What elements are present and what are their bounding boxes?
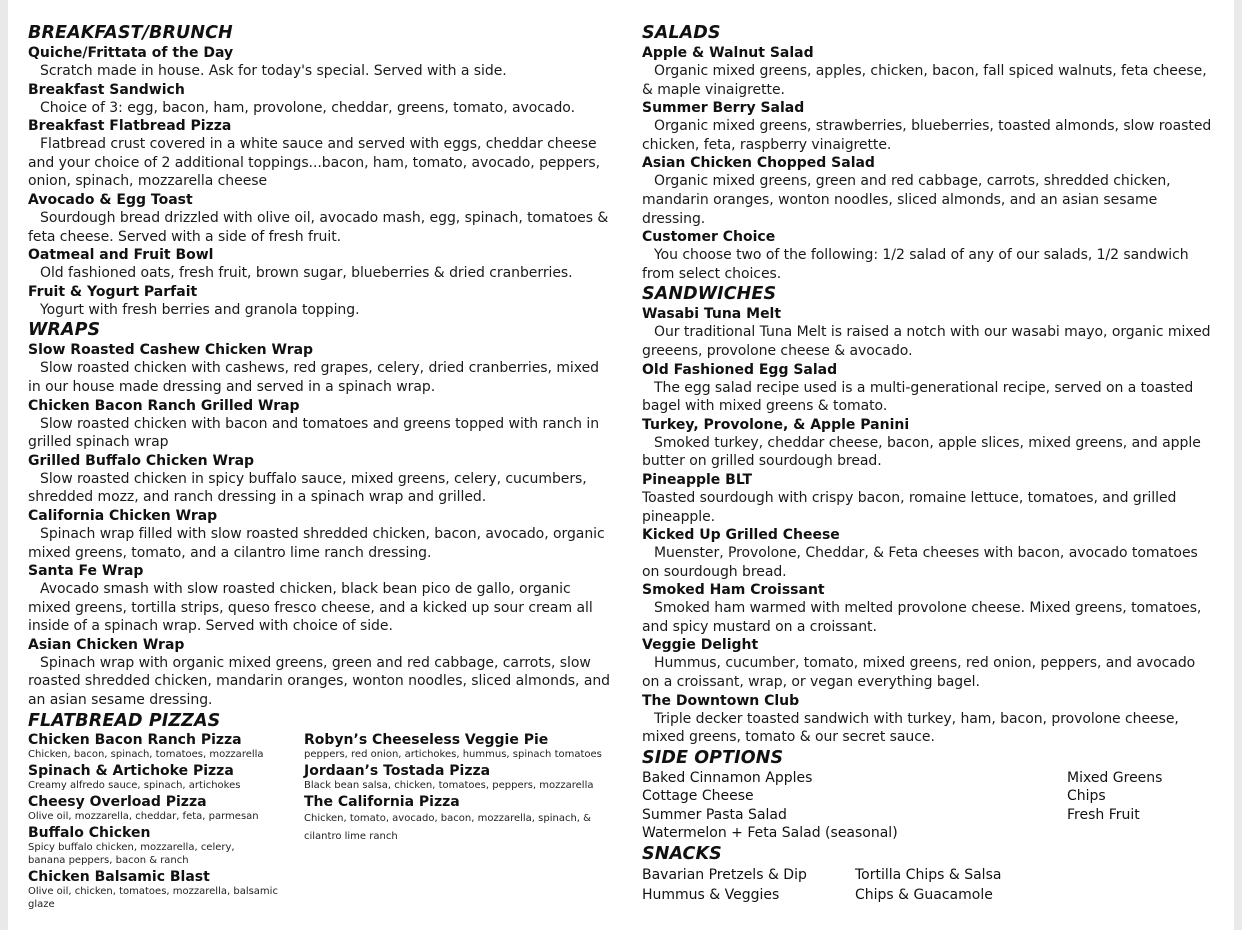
- menu-item-desc: Choice of 3: egg, bacon, ham, provolone, cheddar, greens, tomato, avocado.: [40, 99, 575, 116]
- menu-item-desc: Muenster, Provolone, Cheddar, & Feta cheeses with bacon, avocado tomatoes on sourdough bread.: [642, 545, 1198, 580]
- snack-item: Bavarian Pretzels & Dip: [642, 866, 807, 883]
- menu-item-desc: Yogurt with fresh berries and granola topping.: [40, 301, 360, 318]
- pizza-item: [304, 794, 604, 846]
- side-item: Mixed Greens: [1067, 769, 1163, 786]
- side-item: Summer Pasta Salad: [642, 806, 787, 823]
- salads-heading: SALADS: [642, 23, 721, 43]
- flatbread-heading: FLATBREAD PIZZAS: [28, 710, 221, 731]
- snacks-heading: SNACKS: [642, 843, 722, 864]
- menu-item-desc: Hummus, cucumber, tomato, mixed greens, red onion, peppers, and avocado on a croissant, wrap, or vegan everything bagel.: [642, 655, 1196, 691]
- menu-item-name: Santa Fe Wrap: [28, 563, 144, 580]
- menu-item-desc: Our traditional Tuna Melt is raised a notch with our wasabi mayo, organic mixed greeens, provolone cheese & avocado.: [642, 324, 1211, 359]
- pizza-desc: Spicy buffalo chicken, mozzarella, celery, banana peppers, bacon & ranch: [28, 841, 235, 866]
- menu-item-desc: Spinach wrap with organic mixed greens, green and red cabbage, carrots, slow roasted shredded chicken, mandarin oranges, wonton noodles, sliced almonds, and an asian sesame dressing.: [28, 654, 611, 709]
- breakfast-heading: BREAKFAST/BRUNCH: [28, 23, 233, 43]
- breakfast-section: [28, 44, 610, 319]
- menu-item-name: Customer Choice: [642, 229, 776, 246]
- flatbread-right-list: [304, 732, 604, 913]
- pizza-desc: Creamy alfredo sauce, spinach, artichokes: [28, 779, 241, 791]
- menu-item-name: Turkey, Provolone, & Apple Panini: [642, 416, 910, 433]
- menu-item-desc: Triple decker toasted sandwich with turkey, ham, bacon, provolone cheese, mixed greens, tomato & our secret sauce.: [642, 710, 1179, 746]
- pizza-item: [28, 763, 304, 792]
- menu-item-name: Slow Roasted Cashew Chicken Wrap: [28, 342, 314, 359]
- pizza-item: [28, 732, 304, 761]
- pizza-desc: peppers, red onion, artichokes, hummus, spinach tomatoes: [304, 748, 602, 760]
- flatbread-section: [28, 732, 610, 913]
- menu-item-desc: Organic mixed greens, green and red cabbage, carrots, shredded chicken, mandarin oranges, wonton noodles, sliced almonds, and an asian sesame dressing.: [642, 173, 1171, 227]
- menu-item-name: Veggie Delight: [642, 637, 759, 654]
- menu-left-column: [28, 22, 610, 913]
- pizza-item: [304, 763, 604, 792]
- menu-item-name: Asian Chicken Chopped Salad: [642, 155, 875, 172]
- pizza-item: [28, 869, 304, 911]
- menu-item-name: Pineapple BLT: [642, 471, 753, 488]
- menu-item-name: Chicken Bacon Ranch Grilled Wrap: [28, 397, 300, 414]
- side-item: Watermelon + Feta Salad (seasonal): [642, 825, 898, 842]
- sides-right-list: [1067, 769, 1212, 843]
- menu-item-desc: Slow roasted chicken in spicy buffalo sauce, mixed greens, celery, cucumbers, shredded mozz, and ranch dressing in a spinach wrap and grilled.: [28, 470, 587, 506]
- pizza-name: Spinach & Artichoke Pizza: [28, 762, 234, 779]
- snacks-left-list: [642, 865, 855, 906]
- menu-item-desc: Sourdough bread drizzled with olive oil, avocado mash, egg, spinach, tomatoes & feta cheese. Served with a side of fresh fruit.: [28, 209, 609, 245]
- menu-item-name: Asian Chicken Wrap: [28, 636, 185, 653]
- sides-left-list: [642, 769, 1067, 843]
- menu-item-name: Apple & Walnut Salad: [642, 45, 814, 61]
- pizza-name: Buffalo Chicken: [28, 824, 151, 841]
- menu-item-desc: The egg salad recipe used is a multi-generational recipe, served on a toasted bagel with mixed greens & tomato.: [642, 379, 1194, 415]
- pizza-name: Chicken Balsamic Blast: [28, 868, 210, 885]
- menu-item-name: The Downtown Club: [642, 692, 800, 709]
- pizza-name: Jordaan’s Tostada Pizza: [304, 762, 491, 779]
- menu-item-desc: Organic mixed greens, apples, chicken, bacon, fall spiced walnuts, feta cheese, & maple vinaigrette.: [642, 63, 1207, 98]
- sandwiches-heading: SANDWICHES: [642, 284, 777, 305]
- pizza-name: Chicken Bacon Ranch Pizza: [28, 731, 242, 748]
- pizza-desc: Chicken, bacon, spinach, tomatoes, mozzarella: [28, 748, 264, 760]
- side-item: Chips: [1067, 788, 1106, 805]
- menu-item-name: Fruit & Yogurt Parfait: [28, 283, 198, 300]
- menu-item-name: California Chicken Wrap: [28, 507, 218, 524]
- pizza-desc: Chicken, tomato, avocado, bacon, mozzarella, spinach, & cilantro lime ranch: [304, 812, 591, 842]
- pizza-name: The California Pizza: [304, 793, 460, 810]
- pizza-item: [304, 732, 604, 761]
- snacks-section: [642, 865, 1212, 906]
- menu-item-desc: Toasted sourdough with crispy bacon, romaine lettuce, tomatoes, and grilled pineapple.: [642, 489, 1177, 525]
- menu-item-desc: Organic mixed greens, strawberries, blueberries, toasted almonds, slow roasted chicken, feta, raspberry vinaigrette.: [642, 118, 1212, 153]
- sides-heading: SIDE OPTIONS: [642, 747, 784, 768]
- side-item: Fresh Fruit: [1067, 806, 1140, 823]
- menu-item-name: Avocado & Egg Toast: [28, 191, 193, 208]
- menu-item-name: Old Fashioned Egg Salad: [642, 361, 838, 378]
- pizza-desc: Olive oil, chicken, tomatoes, mozzarella, balsamic glaze: [28, 885, 278, 910]
- side-item: Cottage Cheese: [642, 788, 754, 805]
- salads-section: [642, 44, 1212, 283]
- menu-item-desc: Scratch made in house. Ask for today's special. Served with a side.: [40, 63, 507, 79]
- menu-page: [8, 0, 1234, 930]
- menu-item-desc: Avocado smash with slow roasted chicken, black bean pico de gallo, organic mixed greens, tortilla strips, queso fresco cheese, and a kicked up sour cream all inside of a spinach wrap. Served with choice of side.: [28, 581, 593, 635]
- sides-section: [642, 769, 1212, 843]
- menu-item-desc: Spinach wrap filled with slow roasted shredded chicken, bacon, avocado, organic mixed greens, tomato, and a cilantro lime ranch dressing.: [28, 525, 605, 561]
- menu-item-name: Oatmeal and Fruit Bowl: [28, 247, 214, 264]
- wraps-heading: WRAPS: [28, 320, 101, 341]
- menu-item-desc: You choose two of the following: 1/2 salad of any of our salads, 1/2 sandwich from select choices.: [642, 247, 1189, 282]
- snack-item: Chips & Guacamole: [855, 887, 993, 904]
- menu-item-desc: Smoked turkey, cheddar cheese, bacon, apple slices, mixed greens, and apple butter on grilled sourdough bread.: [642, 434, 1201, 470]
- menu-item-desc: Slow roasted chicken with cashews, red grapes, celery, dried cranberries, mixed in our house made dressing and served in a spinach wrap.: [28, 360, 599, 395]
- menu-item-desc: Flatbread crust covered in a white sauce and served with eggs, cheddar cheese and your choice of 2 additional toppings...bacon, ham, tomato, avocado, peppers, onion, spinach, mozzarella cheese: [28, 136, 601, 190]
- pizza-desc: Olive oil, mozzarella, cheddar, feta, parmesan: [28, 810, 259, 822]
- snack-item: Tortilla Chips & Salsa: [855, 866, 1002, 883]
- wraps-section: [28, 341, 610, 709]
- pizza-item: [28, 825, 304, 867]
- pizza-desc: Black bean salsa, chicken, tomatoes, peppers, mozzarella: [304, 779, 594, 791]
- pizza-name: Robyn’s Cheeseless Veggie Pie: [304, 731, 549, 748]
- snack-item: Hummus & Veggies: [642, 887, 780, 904]
- menu-right-column: [642, 22, 1212, 906]
- menu-item-name: Grilled Buffalo Chicken Wrap: [28, 452, 255, 469]
- menu-item-name: Wasabi Tuna Melt: [642, 306, 782, 323]
- pizza-name: Cheesy Overload Pizza: [28, 793, 207, 810]
- menu-item-name: Breakfast Sandwich: [28, 81, 185, 98]
- menu-item-name: Breakfast Flatbread Pizza: [28, 118, 232, 135]
- snacks-right-list: [855, 865, 1055, 906]
- menu-item-desc: Slow roasted chicken with bacon and tomatoes and greens topped with ranch in grilled spinach wrap: [28, 415, 600, 451]
- side-item: Baked Cinnamon Apples: [642, 769, 813, 786]
- menu-item-desc: Smoked ham warmed with melted provolone cheese. Mixed greens, tomatoes, and spicy mustard on a croissant.: [642, 600, 1202, 635]
- menu-item-desc: Old fashioned oats, fresh fruit, brown sugar, blueberries & dried cranberries.: [40, 265, 573, 282]
- menu-item-name: Smoked Ham Croissant: [642, 582, 825, 599]
- flatbread-left-list: [28, 732, 304, 913]
- menu-item-name: Kicked Up Grilled Cheese: [642, 527, 840, 544]
- pizza-item: [28, 794, 304, 823]
- menu-item-name: Quiche/Frittata of the Day: [28, 45, 234, 61]
- sandwiches-section: [642, 305, 1212, 747]
- menu-item-name: Summer Berry Salad: [642, 100, 805, 117]
